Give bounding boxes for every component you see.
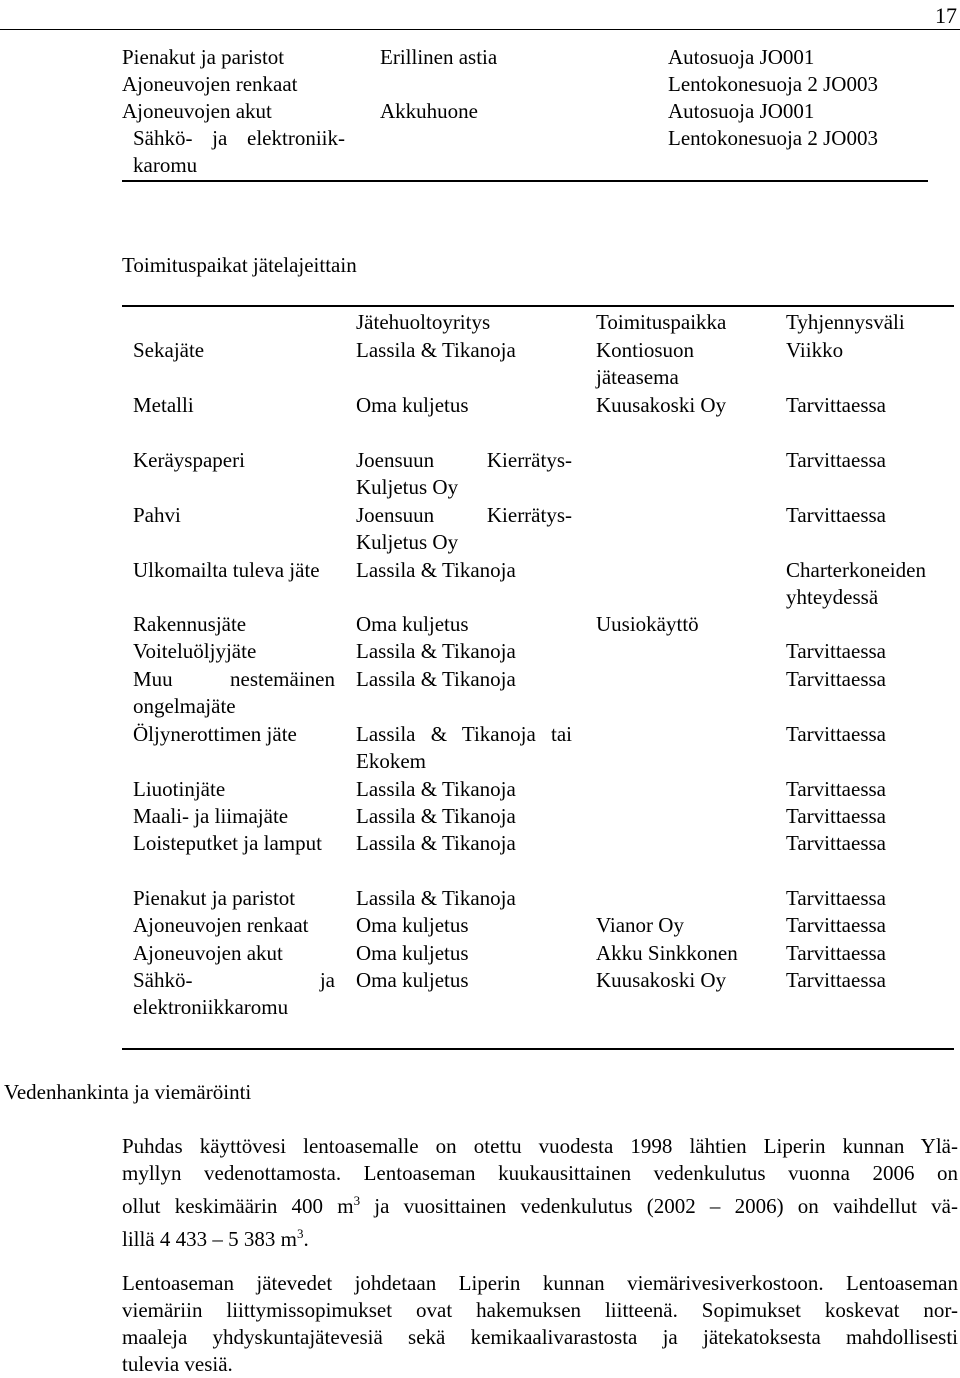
table-cell: Oma kuljetus xyxy=(356,968,469,992)
table-cell: Tarvittaessa xyxy=(786,639,886,663)
paragraph xyxy=(122,1133,958,1253)
table-cell: Viikko xyxy=(786,338,844,362)
table-cell: Akku Sinkkonen xyxy=(596,941,738,965)
table-cell: Tarvittaessa xyxy=(786,667,886,691)
table-cell: Pienakut ja paristot xyxy=(133,886,296,910)
paragraph-line: viemäriin liittymissopimukset ovat hakemuksen liitteenä. Sopimukset koskevat nor- xyxy=(122,1298,958,1322)
table-cell: Lassila & Tikanoja tai Ekokem xyxy=(356,722,572,773)
table-cell: Oma kuljetus xyxy=(356,941,469,965)
column-header: Tyhjennysväli xyxy=(786,310,905,334)
paragraph-line: ollut keskimäärin 400 $m^3$ ja vuosittainen vedenkulutus (2002 – 2006) on vaihdellut vä- xyxy=(122,1193,958,1218)
paragraph xyxy=(122,1270,958,1378)
table-cell: Joensuun Kierrätys-Kuljetus Oy xyxy=(356,503,572,554)
table-cell: Tarvittaessa xyxy=(786,831,886,855)
waste-table-top-rule xyxy=(122,305,954,307)
table-cell: Ajoneuvojen renkaat xyxy=(133,913,309,937)
table-cell: Tarvittaessa xyxy=(786,393,886,417)
page-number: 17 xyxy=(935,3,957,28)
paragraph-line: maaleja yhdyskuntajätevesiä sekä kemikaalivarastosta ja jätekatoksesta mahdollisesti xyxy=(122,1325,958,1349)
table-cell: Tarvittaessa xyxy=(786,968,886,992)
table-cell: Tarvittaessa xyxy=(786,913,886,937)
table-cell: Liuotinjäte xyxy=(133,777,226,801)
section-heading: Vedenhankinta ja viemäröinti xyxy=(4,1080,252,1104)
table-cell: Sähkö- ja elektroniik- xyxy=(133,126,345,150)
table-cell: Uusiokäyttö xyxy=(596,612,699,636)
table-cell: Keräyspaperi xyxy=(133,448,245,472)
table-cell: Sekajäte xyxy=(133,338,205,362)
table-cell: Tarvittaessa xyxy=(786,503,886,527)
table-cell: Oma kuljetus xyxy=(356,393,469,417)
table-cell: Kuusakoski Oy xyxy=(596,968,727,992)
table-cell: Autosuoja JO001 xyxy=(668,45,815,69)
table-cell: Sähkö- ja elektroniikkaromu xyxy=(133,968,335,1019)
table-cell: Rakennusjäte xyxy=(133,612,247,636)
table-cell: Autosuoja JO001 xyxy=(668,99,815,123)
table-cell: Lentokonesuoja 2 JO003 xyxy=(668,72,878,96)
table-cell: Ajoneuvojen renkaat xyxy=(122,72,298,96)
table-cell: Vianor Oy xyxy=(596,913,684,937)
table-cell: Kontiosuon jäteasema xyxy=(596,338,695,389)
paragraph-line: myllyn vedenottamosta. Lentoaseman kuukausittainen vedenkulutus vuonna 2006 on xyxy=(122,1161,958,1185)
table-cell: Joensuun Kierrätys-Kuljetus Oy xyxy=(356,448,572,499)
table-cell: Muu nestemäinen ongelmajäte xyxy=(133,667,335,718)
table-cell: Erillinen astia xyxy=(380,45,498,69)
table-cell: Ajoneuvojen akut xyxy=(122,99,272,123)
column-header: Toimituspaikka xyxy=(596,310,727,334)
table-cell: Ajoneuvojen akut xyxy=(133,941,283,965)
table-cell: Maali- ja liimajäte xyxy=(133,804,289,828)
table-cell: Voiteluöljyjäte xyxy=(133,639,257,663)
paragraph-line: tulevia vesiä. xyxy=(122,1352,233,1376)
paragraph-line: Lentoaseman jätevedet johdetaan Liperin kunnan viemärivesiverkostoon. Lentoaseman xyxy=(122,1271,958,1295)
table-cell: Tarvittaessa xyxy=(786,886,886,910)
table-cell: Pahvi xyxy=(133,503,181,527)
table-cell: Tarvittaessa xyxy=(786,722,886,746)
table-cell: Lassila & Tikanoja xyxy=(356,886,516,910)
table-cell: Lassila & Tikanoja xyxy=(356,639,516,663)
table-cell: Tarvittaessa xyxy=(786,448,886,472)
table-cell: Kuusakoski Oy xyxy=(596,393,727,417)
top-table-bottom-rule xyxy=(122,180,928,182)
table-cell: Akkuhuone xyxy=(380,99,478,123)
table-cell: Pienakut ja paristot xyxy=(122,45,285,69)
table-cell: Lassila & Tikanoja xyxy=(356,831,516,855)
paragraph-line: lillä 4 433 – 5 383 $m^3$. xyxy=(122,1226,309,1251)
table-cell: Tarvittaessa xyxy=(786,941,886,965)
table-cell: Oma kuljetus xyxy=(356,913,469,937)
table-cell: Ulkomailta tuleva jäte xyxy=(133,558,320,582)
column-header: Jätehuoltoyritys xyxy=(356,310,491,334)
table-cell: Lentokonesuoja 2 JO003 xyxy=(668,126,878,150)
table-cell: Lassila & Tikanoja xyxy=(356,804,516,828)
section-title: Toimituspaikat jätelajeittain xyxy=(122,253,357,277)
table-cell: karomu xyxy=(133,153,198,177)
table-cell: Lassila & Tikanoja xyxy=(356,777,516,801)
table-cell: Loisteputket ja lamput xyxy=(133,831,322,855)
table-cell: Lassila & Tikanoja xyxy=(356,338,516,362)
waste-table-bottom-rule xyxy=(122,1048,954,1050)
table-cell: Tarvittaessa xyxy=(786,804,886,828)
paragraph-line: Puhdas käyttövesi lentoasemalle on otettu vuodesta 1998 lähtien Liperin kunnan Ylä- xyxy=(122,1134,958,1158)
table-cell: Oma kuljetus xyxy=(356,612,469,636)
header-rule xyxy=(0,29,960,30)
table-cell: Tarvittaessa xyxy=(786,777,886,801)
table-cell: Charterkoneiden yhteydessä xyxy=(786,558,926,609)
table-cell: Metalli xyxy=(133,393,194,417)
table-cell: Lassila & Tikanoja xyxy=(356,667,516,691)
table-cell: Lassila & Tikanoja xyxy=(356,558,516,582)
table-cell: Öljynerottimen jäte xyxy=(133,722,297,746)
